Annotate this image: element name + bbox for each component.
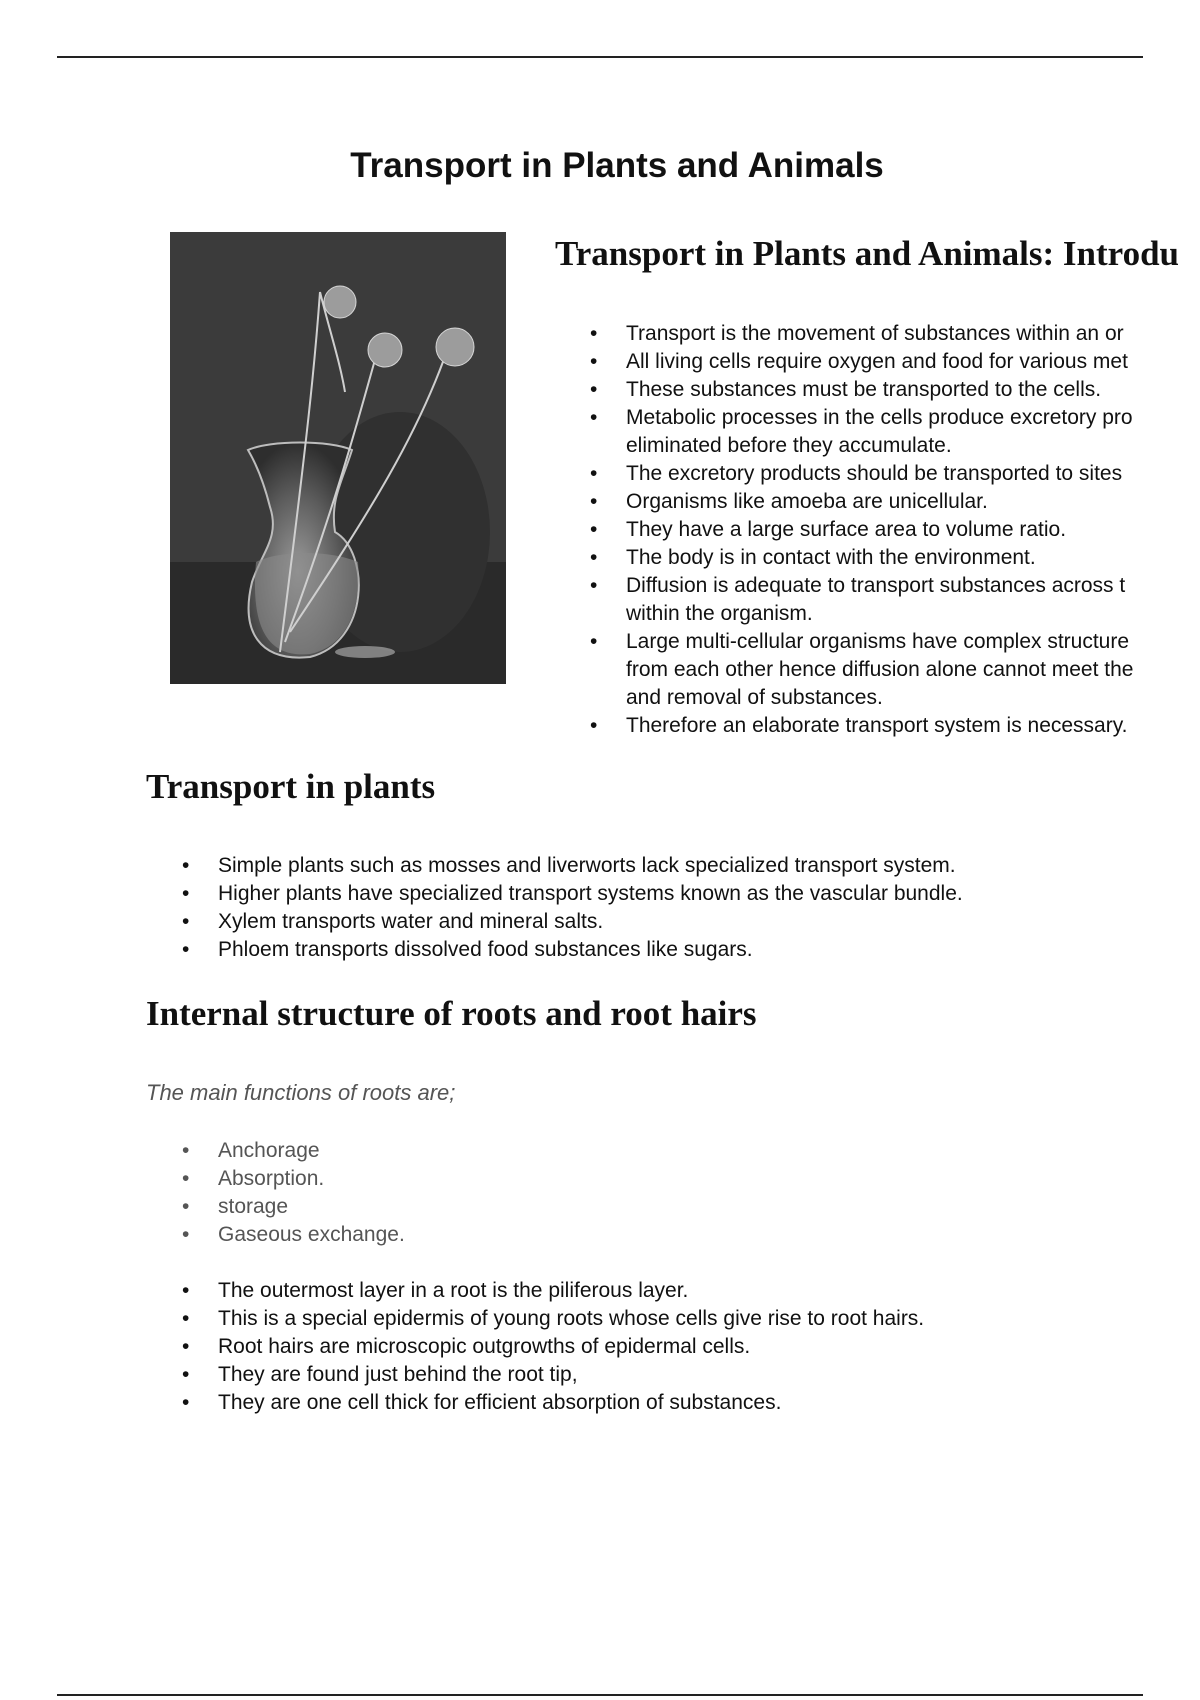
bullet-icon: • [182,1363,190,1386]
functions-list [182,1137,405,1249]
list-item: • These substances must be transported to the cells. [626,376,1133,404]
root-hairs-list [182,1277,925,1417]
list-item: • Root hairs are microscopic outgrowths of epidermal cells. [218,1333,924,1361]
top-rule [57,56,1143,58]
document-title: Transport in Plants and Animals [350,146,884,185]
list-item: • The excretory products should be transported to sites [626,460,1133,488]
list-item: • All living cells require oxygen and food for various met [626,348,1133,376]
bullet-icon: • [590,574,598,597]
list-item: • Xylem transports water and mineral salts. [218,908,963,936]
list-item: • Transport is the movement of substances within an or [626,320,1133,348]
bullet-icon: • [590,630,598,653]
bullet-icon: • [590,462,598,485]
bullet-icon: • [182,1391,190,1414]
list-item: • Therefore an elaborate transport system is necessary. [626,712,1133,740]
list-item: • They are one cell thick for efficient absorption of substances. [218,1389,924,1417]
list-item: • Phloem transports dissolved food substances like sugars. [218,936,963,964]
list-item: • They have a large surface area to volume ratio. [626,516,1133,544]
list-item: • storage [218,1193,405,1221]
list-item: • Large multi-cellular organisms have complex structure from each other hence diffusion alone cannot meet the and removal of substances. [590,630,1134,709]
list-item: • The body is in contact with the environment. [626,544,1133,572]
bullet-icon: • [590,518,598,541]
list-item: • Higher plants have specialized transport systems known as the vascular bundle. [218,880,963,908]
plants-heading: Transport in plants [146,767,436,806]
bullet-icon: • [182,1223,190,1246]
bullet-icon: • [590,490,598,513]
plants-list [182,852,963,964]
list-item: • They are found just behind the root tip, [218,1361,924,1389]
list-item: • Gaseous exchange. [218,1221,405,1249]
list-item: • Metabolic processes in the cells produce excretory pro eliminated before they accumulate. [590,406,1133,457]
list-item: • Absorption. [218,1165,405,1193]
list-item: • Diffusion is adequate to transport substances across t within the organism. [590,574,1126,625]
bullet-icon: • [182,1167,190,1190]
bullet-icon: • [590,714,598,737]
bullet-icon: • [182,854,190,877]
bullet-icon: • [590,378,598,401]
functions-intro: The main functions of roots are; [146,1080,456,1105]
roots-heading: Internal structure of roots and root hairs [146,994,757,1033]
bullet-icon: • [590,406,598,429]
bullet-icon: • [182,1279,190,1302]
list-item: • The outermost layer in a root is the piliferous layer. [218,1277,924,1305]
list-item: • Anchorage [218,1137,405,1165]
flower-vase-photo [170,232,506,684]
intro-heading: Transport in Plants and Animals: Introdu [555,234,1180,273]
bullet-icon: • [182,1195,190,1218]
bullet-icon: • [182,1335,190,1358]
bullet-icon: • [182,882,190,905]
bullet-icon: • [590,322,598,345]
bullet-icon: • [590,350,598,373]
list-item: • Organisms like amoeba are unicellular. [626,488,1133,516]
bullet-icon: • [182,1139,190,1162]
bullet-icon: • [590,546,598,569]
bullet-icon: • [182,938,190,961]
list-item: • Simple plants such as mosses and liverworts lack specialized transport system. [218,852,963,880]
bullet-icon: • [182,910,190,933]
bottom-rule [57,1694,1143,1696]
bullet-icon: • [182,1307,190,1330]
list-item: • This is a special epidermis of young roots whose cells give rise to root hairs. [218,1305,924,1333]
intro-list [590,320,1134,740]
